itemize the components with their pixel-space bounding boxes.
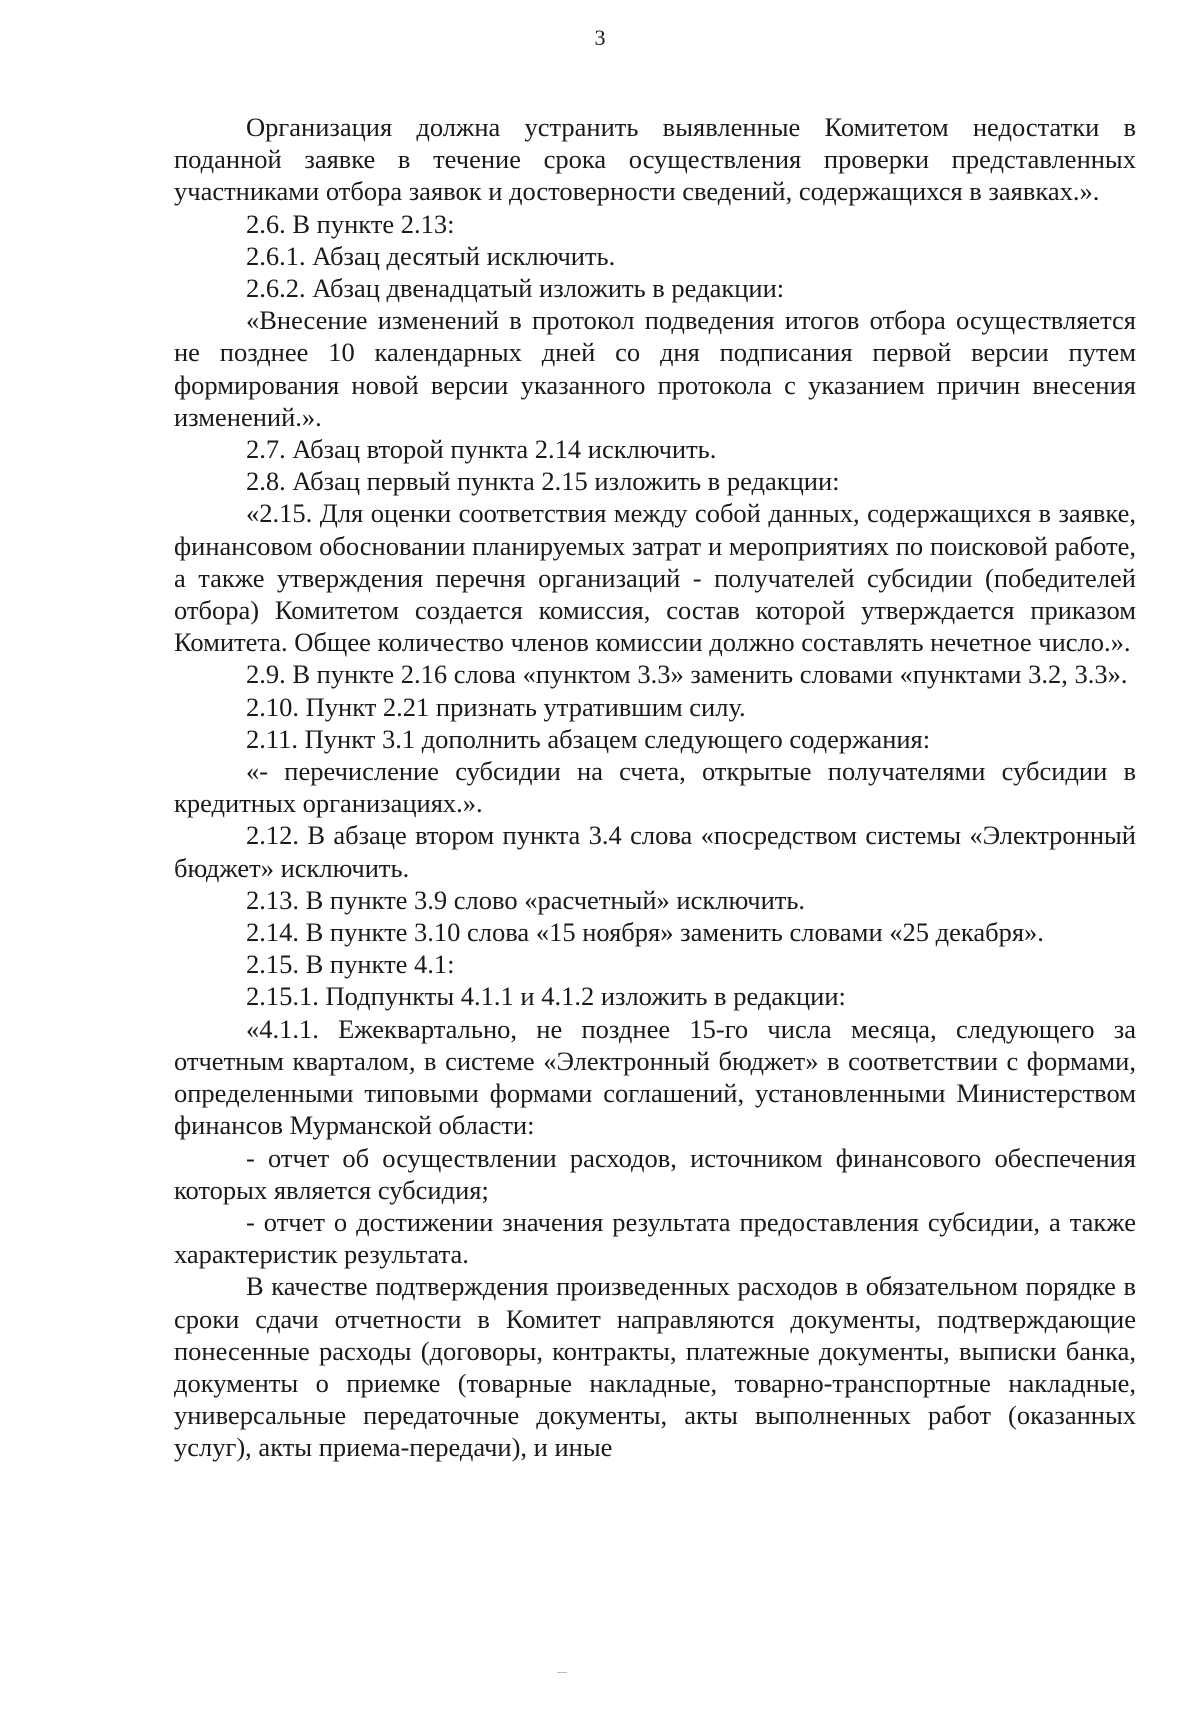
document-body — [174, 111, 1136, 1464]
paragraph: 2.15. В пункте 4.1: — [246, 949, 455, 980]
paragraph: 2.8. Абзац первый пункта 2.15 изложить в редакции: — [246, 466, 840, 497]
paragraph: 2.12. В абзаце втором пункта 3.4 слова «посредством системы «Электронный бюджет» исключить. — [174, 820, 1136, 883]
page-number: 3 — [594, 25, 606, 50]
paragraph: «2.15. Для оценки соответствия между собой данных, содержащихся в заявке, финансовом обосновании планируемых затрат и мероприятиях по поисковой работе, а также утверждения перечня организаций - получателей субсидии (победителей отбора) Комитетом создается комиссия, состав которой утверждается приказом Комитета. Общее количество членов комиссии должно составлять нечетное число.». — [174, 498, 1136, 658]
paragraph: В качестве подтверждения произведенных расходов в обязательном порядке в сроки сдачи отчетности в Комитет направляются документы, подтверждающие понесенные расходы (договоры, контракты, платежные документы, выписки банка, документы о приемке (товарные накладные, товарно-транспортные накладные, универсальные передаточные документы, акты выполненных работ (оказанных услуг), акты приема-передачи), и иные — [174, 1271, 1136, 1463]
paragraph: 2.14. В пункте 3.10 слова «15 ноября» заменить словами «25 декабря». — [246, 917, 1044, 948]
scan-mark — [557, 1672, 567, 1673]
paragraph: «4.1.1. Ежеквартально, не позднее 15-го числа месяца, следующего за отчетным кварталом, в системе «Электронный бюджет» в соответствии с формами, определенными типовыми формами соглашений, установленными Министерством финансов Мурманской области: — [174, 1013, 1136, 1141]
paragraph: 2.13. В пункте 3.9 слово «расчетный» исключить. — [246, 884, 806, 915]
paragraph: «- перечисление субсидии на счета, открытые получателями субсидии в кредитных организациях.». — [174, 756, 1136, 819]
paragraph: 2.6.1. Абзац десятый исключить. — [246, 240, 616, 271]
paragraph: «Внесение изменений в протокол подведения итогов отбора осуществляется не позднее 10 календарных дней со дня подписания первой версии путем формирования новой версии указанного протокола с указанием причин внесения изменений.». — [174, 305, 1136, 432]
paragraph: 2.7. Абзац второй пункта 2.14 исключить. — [246, 434, 717, 465]
paragraph: 2.9. В пункте 2.16 слова «пунктом 3.3» заменить словами «пунктами 3.2, 3.3». — [246, 659, 1128, 690]
paragraph: - отчет об осуществлении расходов, источником финансового обеспечения которых является субсидия; — [174, 1142, 1136, 1205]
paragraph: 2.6.2. Абзац двенадцатый изложить в редакции: — [246, 273, 785, 304]
paragraph: 2.10. Пункт 2.21 признать утратившим силу. — [246, 691, 746, 722]
paragraph: 2.15.1. Подпункты 4.1.1 и 4.1.2 изложить в редакции: — [246, 981, 846, 1012]
paragraph: Организация должна устранить выявленные Комитетом недостатки в поданной заявке в течение срока осуществления проверки представленных участниками отбора заявок и достоверности сведений, содержащихся в заявках.». — [174, 112, 1136, 207]
paragraph: - отчет о достижении значения результата предоставления субсидии, а также характеристик результата. — [174, 1206, 1136, 1270]
paragraph: 2.11. Пункт 3.1 дополнить абзацем следующего содержания: — [246, 723, 931, 754]
paragraph: 2.6. В пункте 2.13: — [246, 208, 455, 239]
